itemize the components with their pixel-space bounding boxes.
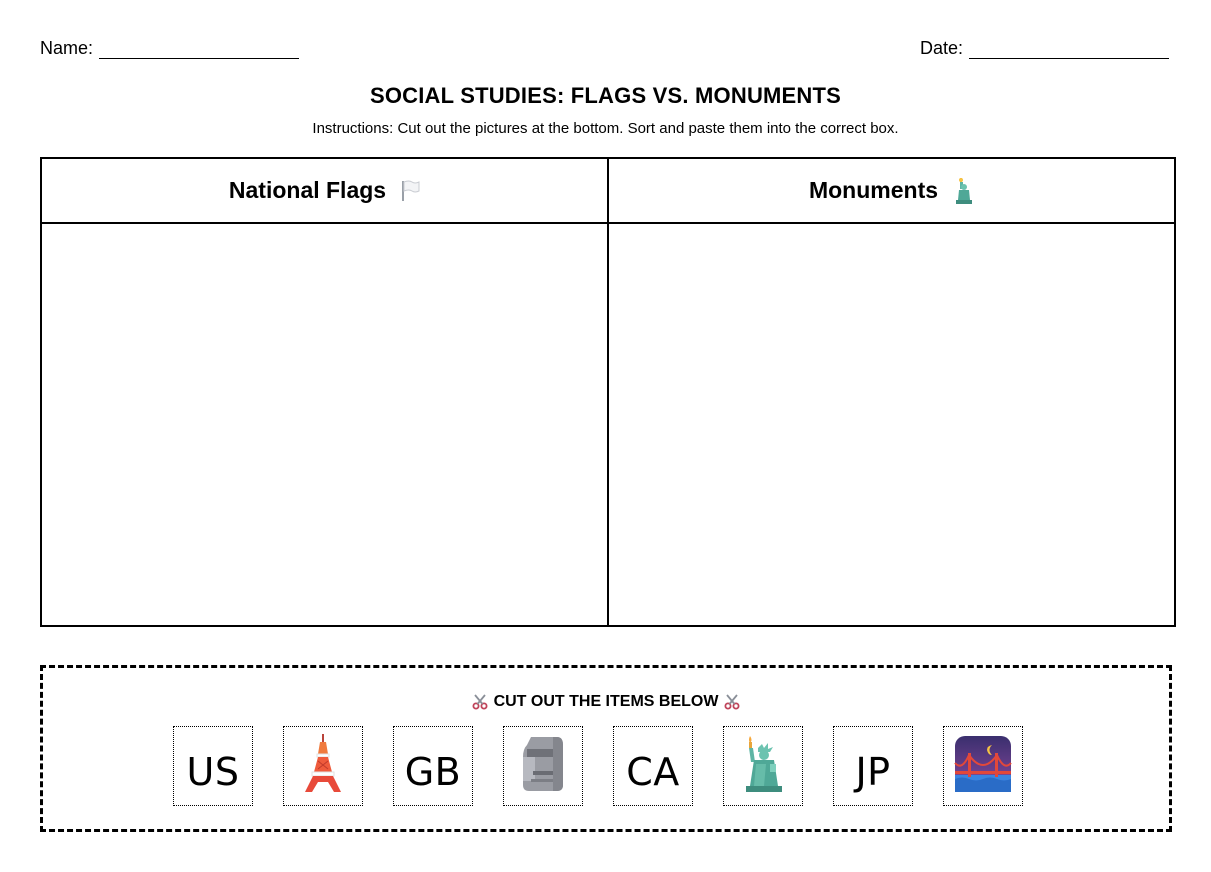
cutout-card-moai[interactable] bbox=[503, 726, 583, 806]
moai-icon bbox=[517, 735, 569, 798]
flags-column-label: National Flags bbox=[228, 177, 387, 203]
cutout-cards bbox=[173, 726, 1023, 806]
card-code-gb: GB bbox=[404, 750, 462, 794]
monuments-column-label: Monuments bbox=[808, 177, 939, 203]
bridge-at-night-icon bbox=[954, 735, 1012, 798]
flags-column bbox=[42, 159, 607, 625]
name-blank-line[interactable] bbox=[99, 40, 299, 59]
monuments-column-header bbox=[609, 159, 1174, 224]
instructions-text: Instructions: Cut out the pictures at the bottom. Sort and paste them into the correct box. bbox=[312, 120, 899, 137]
cutout-card-jp[interactable] bbox=[833, 726, 913, 806]
cutout-title: CUT OUT THE ITEMS BELOW bbox=[493, 693, 719, 710]
sorting-table bbox=[40, 157, 1176, 627]
card-code-us: US bbox=[186, 750, 240, 794]
statue-of-liberty-icon bbox=[952, 178, 974, 204]
scissors-icon bbox=[724, 694, 740, 710]
cutout-title-row bbox=[43, 693, 1169, 711]
card-code-ca: CA bbox=[626, 750, 680, 794]
flags-paste-area[interactable] bbox=[42, 224, 607, 625]
cutout-card-us[interactable] bbox=[173, 726, 253, 806]
card-code-jp: JP bbox=[855, 750, 891, 794]
monuments-column bbox=[607, 159, 1174, 625]
name-field[interactable] bbox=[40, 38, 299, 59]
date-field[interactable] bbox=[920, 38, 1169, 59]
scissors-icon bbox=[472, 694, 488, 710]
tokyo-tower-icon bbox=[301, 734, 345, 799]
cutout-section bbox=[40, 665, 1172, 832]
flags-column-header bbox=[42, 159, 607, 224]
date-blank-line[interactable] bbox=[969, 40, 1169, 59]
monuments-paste-area[interactable] bbox=[609, 224, 1174, 625]
statue-of-liberty-icon bbox=[740, 734, 786, 799]
cutout-card-ca[interactable] bbox=[613, 726, 693, 806]
white-flag-icon bbox=[400, 180, 420, 202]
cutout-card-bridge-at-night[interactable] bbox=[943, 726, 1023, 806]
cutout-card-gb[interactable] bbox=[393, 726, 473, 806]
cutout-card-statue-of-liberty[interactable] bbox=[723, 726, 803, 806]
name-label: Name: bbox=[40, 38, 94, 58]
date-label: Date: bbox=[920, 38, 964, 58]
cutout-card-tokyo-tower[interactable] bbox=[283, 726, 363, 806]
worksheet-title: SOCIAL STUDIES: FLAGS VS. MONUMENTS bbox=[369, 83, 842, 108]
